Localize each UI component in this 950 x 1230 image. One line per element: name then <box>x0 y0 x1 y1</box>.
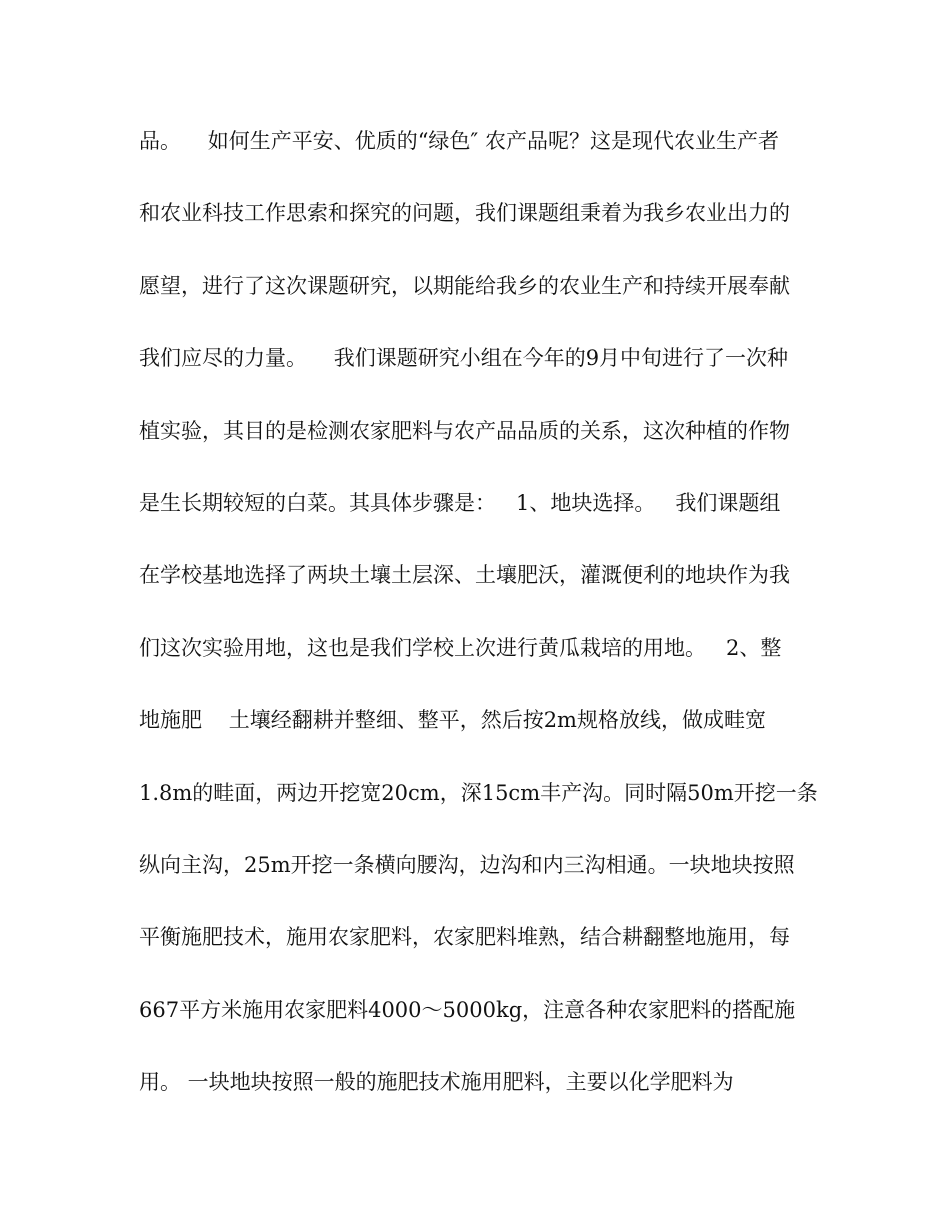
text-line: 地施肥 土壤经翻耕并整细、整平，然后按2m规格放线，做成畦宽 <box>139 708 766 733</box>
text-line: 我们应尽的力量。 我们课题研究小组在今年的9月中旬进行了一次种 <box>139 346 789 371</box>
text-line: 品。 如何生产平安、优质的“绿色″ 农产品呢？这是现代农业生产者 <box>139 129 779 153</box>
text-line: 1.8m的畦面，两边开挖宽20cm，深15cm丰产沟。同时隔50m开挖一条 <box>139 780 818 805</box>
body-text <box>139 121 819 1134</box>
text-line: 们这次实验用地，这也是我们学校上次进行黄瓜栽培的用地。 2、整 <box>139 635 782 660</box>
text-line: 是生长期较短的白菜。其具体步骤是： 1、地块选择。 我们课题组 <box>139 490 781 515</box>
text-line: 和农业科技工作思索和探究的问题，我们课题组秉着为我乡农业出力的 <box>139 201 790 226</box>
text-line: 愿望，进行了这次课题研究，以期能给我乡的农业生产和持续开展奉献 <box>139 273 790 298</box>
text-line: 植实验，其目的是检测农家肥料与农产品品质的关系，这次种植的作物 <box>139 418 790 443</box>
text-line: 在学校基地选择了两块土壤土层深、土壤肥沃，灌溉便利的地块作为我 <box>139 563 790 588</box>
text-line: 平衡施肥技术，施用农家肥料，农家肥料堆熟，结合耕翻整地施用，每 <box>139 925 790 950</box>
text-line: 667平方米施用农家肥料4000～5000kg，注意各种农家肥料的搭配施 <box>139 997 796 1022</box>
text-line: 纵向主沟，25m开挖一条横向腰沟，边沟和内三沟相通。一块地块按照 <box>139 852 795 877</box>
text-line: 用。 一块地块按照一般的施肥技术施用肥料，主要以化学肥料为 <box>139 1070 734 1095</box>
